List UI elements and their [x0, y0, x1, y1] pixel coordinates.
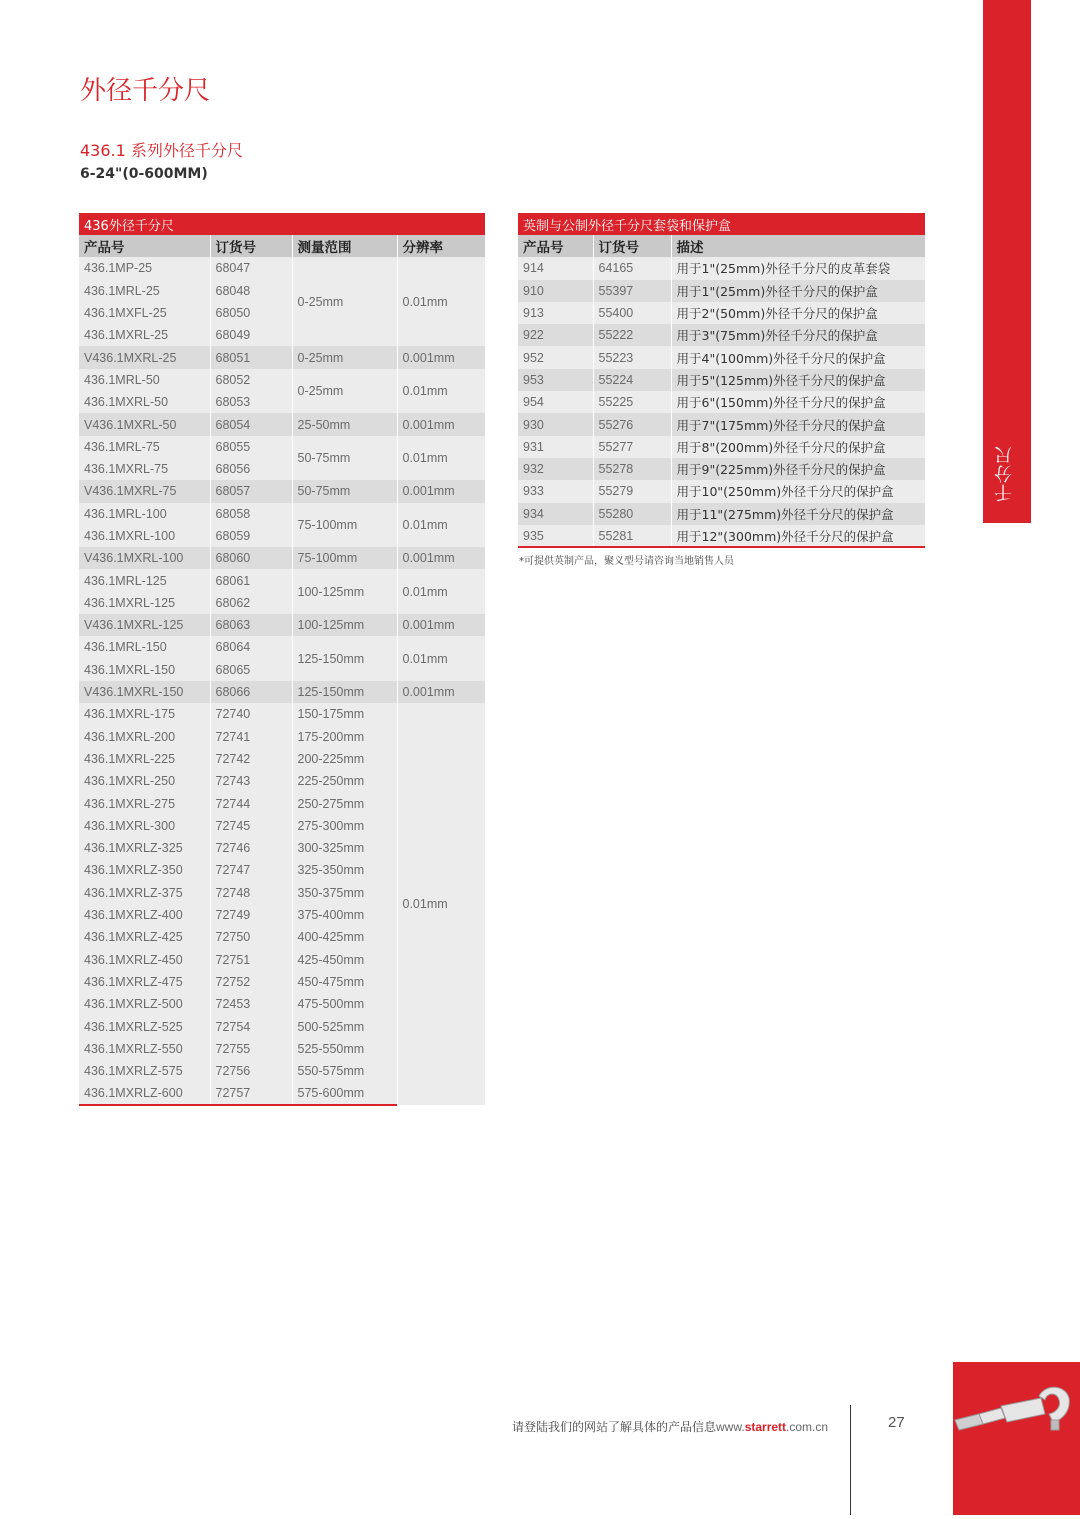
product-cell: 436.1MXRL-275 [79, 792, 210, 814]
table-row [518, 302, 925, 324]
table-row [518, 257, 925, 279]
product-cell: 922 [518, 324, 593, 346]
product-cell: 436.1MXRL-200 [79, 726, 210, 748]
order-cell: 55279 [593, 480, 671, 502]
product-cell: 436.1MXRL-175 [79, 703, 210, 725]
description-cell: 用于9"(225mm)外径千分尺的保护盒 [671, 458, 925, 480]
range-cell: 0-25mm [292, 369, 397, 414]
product-cell: 436.1MXRL-300 [79, 815, 210, 837]
range-cell: 350-375mm [292, 882, 397, 904]
order-cell: 55281 [593, 525, 671, 547]
description-cell: 用于4"(100mm)外径千分尺的保护盒 [671, 346, 925, 368]
order-cell: 72740 [210, 703, 292, 725]
order-cell: 55224 [593, 369, 671, 391]
order-cell: 55225 [593, 391, 671, 413]
column-header-order: 订货号 [210, 235, 292, 257]
range-cell: 125-150mm [292, 681, 397, 703]
product-cell: 436.1MXRL-250 [79, 770, 210, 792]
product-cell: 436.1MRL-75 [79, 436, 210, 458]
case-table [518, 213, 925, 548]
description-cell: 用于12"(300mm)外径千分尺的保护盒 [671, 525, 925, 547]
order-cell: 68050 [210, 302, 292, 324]
micrometer-logo-icon [953, 1362, 1080, 1515]
table-caption: 英制与公制外径千分尺套袋和保护盒 [518, 213, 925, 235]
order-cell: 72752 [210, 971, 292, 993]
product-cell: V436.1MXRL-125 [79, 614, 210, 636]
resolution-cell: 0.01mm [397, 503, 485, 548]
order-cell: 68055 [210, 436, 292, 458]
footer-website-note [512, 1418, 828, 1435]
range-cell: 425-450mm [292, 949, 397, 971]
footer-divider [850, 1405, 851, 1515]
product-cell: V436.1MXRL-25 [79, 346, 210, 368]
description-cell: 用于2"(50mm)外径千分尺的保护盒 [671, 302, 925, 324]
product-cell: V436.1MXRL-150 [79, 681, 210, 703]
order-cell: 72744 [210, 792, 292, 814]
product-cell: 436.1MXRL-150 [79, 659, 210, 681]
micrometer-spec-table [79, 213, 485, 1106]
range-cell: 475-500mm [292, 993, 397, 1015]
section-side-tab [983, 0, 1031, 523]
product-cell: V436.1MXRL-50 [79, 413, 210, 435]
order-cell: 72743 [210, 770, 292, 792]
table-row [518, 324, 925, 346]
table-row [518, 391, 925, 413]
product-cell: 436.1MXRLZ-575 [79, 1060, 210, 1082]
product-cell: 932 [518, 458, 593, 480]
range-cell: 375-400mm [292, 904, 397, 926]
product-cell: 913 [518, 302, 593, 324]
side-tab-label: 千分尺 [994, 445, 1015, 502]
order-cell: 72747 [210, 859, 292, 881]
range-cell: 550-575mm [292, 1060, 397, 1082]
product-cell: 436.1MXRLZ-500 [79, 993, 210, 1015]
footnote: *可提供英制产品，聚义型号请咨询当地销售人员 [519, 556, 734, 567]
product-cell: 436.1MRL-125 [79, 569, 210, 591]
order-cell: 68056 [210, 458, 292, 480]
range-cell: 25-50mm [292, 413, 397, 435]
order-cell: 55400 [593, 302, 671, 324]
table-row [518, 458, 925, 480]
table-row [518, 525, 925, 547]
product-cell: 436.1MRL-50 [79, 369, 210, 391]
product-cell: 436.1MXRLZ-400 [79, 904, 210, 926]
resolution-cell: 0.01mm [397, 636, 485, 681]
order-cell: 68049 [210, 324, 292, 346]
order-cell: 68053 [210, 391, 292, 413]
order-cell: 68058 [210, 503, 292, 525]
range-cell: 275-300mm [292, 815, 397, 837]
product-cell: 954 [518, 391, 593, 413]
range-cell: 525-550mm [292, 1038, 397, 1060]
order-cell: 68054 [210, 413, 292, 435]
order-cell: 55277 [593, 436, 671, 458]
order-cell: 68064 [210, 636, 292, 658]
order-cell: 55280 [593, 503, 671, 525]
column-header-range: 测量范围 [292, 235, 397, 257]
product-cell: 436.1MRL-25 [79, 280, 210, 302]
description-cell: 用于1"(25mm)外径千分尺的皮革套袋 [671, 257, 925, 279]
table-row [518, 503, 925, 525]
order-cell: 72745 [210, 815, 292, 837]
description-cell: 用于3"(75mm)外径千分尺的保护盒 [671, 324, 925, 346]
description-cell: 用于7"(175mm)外径千分尺的保护盒 [671, 413, 925, 435]
resolution-cell: 0.001mm [397, 346, 485, 368]
order-cell: 72751 [210, 949, 292, 971]
order-cell: 68047 [210, 257, 292, 279]
footer-text: 请登陆我们的网站了解具体的产品信息 [512, 1420, 717, 1434]
order-cell: 68066 [210, 681, 292, 703]
order-cell: 72746 [210, 837, 292, 859]
range-cell: 125-150mm [292, 636, 397, 681]
order-cell: 68052 [210, 369, 292, 391]
product-cell: 910 [518, 280, 593, 302]
product-cell: V436.1MXRL-75 [79, 480, 210, 502]
range-cell: 175-200mm [292, 726, 397, 748]
resolution-cell: 0.01mm [397, 436, 485, 481]
table-row [518, 346, 925, 368]
order-cell: 68059 [210, 525, 292, 547]
range-cell: 300-325mm [292, 837, 397, 859]
column-header-product: 产品号 [79, 235, 210, 257]
order-cell: 55278 [593, 458, 671, 480]
page-number: 27 [888, 1414, 905, 1431]
product-cell: 436.1MXRLZ-600 [79, 1082, 210, 1104]
column-header-order: 订货号 [593, 235, 671, 257]
order-cell: 72742 [210, 748, 292, 770]
description-cell: 用于10"(250mm)外径千分尺的保护盒 [671, 480, 925, 502]
range-cell: 50-75mm [292, 480, 397, 502]
column-header-resolution: 分辨率 [397, 235, 485, 257]
product-cell: 933 [518, 480, 593, 502]
product-cell: 436.1MXRL-125 [79, 592, 210, 614]
range-cell: 50-75mm [292, 436, 397, 481]
order-cell: 68061 [210, 569, 292, 591]
resolution-cell: 0.01mm [397, 257, 485, 346]
resolution-cell: 0.001mm [397, 480, 485, 502]
product-cell: 935 [518, 525, 593, 547]
product-cell: 436.1MXRLZ-375 [79, 882, 210, 904]
range-cell: 575-600mm [292, 1082, 397, 1104]
product-cell: 436.1MXRLZ-450 [79, 949, 210, 971]
product-cell: 436.1MXRL-25 [79, 324, 210, 346]
range-cell: 150-175mm [292, 703, 397, 725]
range-cell: 75-100mm [292, 503, 397, 548]
footer-url[interactable]: www.starrett.com.cn [716, 1420, 829, 1434]
table-caption: 436外径千分尺 [79, 213, 485, 235]
range-cell: 0-25mm [292, 257, 397, 346]
range-cell: 75-100mm [292, 547, 397, 569]
order-cell: 72750 [210, 926, 292, 948]
table-row [518, 480, 925, 502]
product-cell: 436.1MXRL-225 [79, 748, 210, 770]
range-cell: 200-225mm [292, 748, 397, 770]
table-row [518, 369, 925, 391]
order-cell: 64165 [593, 257, 671, 279]
product-cell: 914 [518, 257, 593, 279]
order-cell: 72749 [210, 904, 292, 926]
order-cell: 55397 [593, 280, 671, 302]
order-cell: 72755 [210, 1038, 292, 1060]
order-cell: 68048 [210, 280, 292, 302]
range-cell: 0-25mm [292, 346, 397, 368]
range-cell: 100-125mm [292, 614, 397, 636]
description-cell: 用于5"(125mm)外径千分尺的保护盒 [671, 369, 925, 391]
resolution-cell: 0.01mm [397, 703, 485, 1104]
description-cell: 用于8"(200mm)外径千分尺的保护盒 [671, 436, 925, 458]
order-cell: 68060 [210, 547, 292, 569]
product-cell: 436.1MXRLZ-425 [79, 926, 210, 948]
resolution-cell: 0.01mm [397, 569, 485, 614]
range-cell: 325-350mm [292, 859, 397, 881]
order-cell: 68051 [210, 346, 292, 368]
description-cell: 用于6"(150mm)外径千分尺的保护盒 [671, 391, 925, 413]
order-cell: 72757 [210, 1082, 292, 1104]
product-cell: 934 [518, 503, 593, 525]
product-cell: 436.1MXRL-75 [79, 458, 210, 480]
order-cell: 72754 [210, 1015, 292, 1037]
resolution-cell: 0.001mm [397, 547, 485, 569]
order-cell: 72741 [210, 726, 292, 748]
product-cell: 953 [518, 369, 593, 391]
product-cell: 436.1MRL-100 [79, 503, 210, 525]
order-cell: 68065 [210, 659, 292, 681]
description-cell: 用于1"(25mm)外径千分尺的保护盒 [671, 280, 925, 302]
range-cell: 225-250mm [292, 770, 397, 792]
product-cell: 436.1MXRL-100 [79, 525, 210, 547]
column-header-description: 描述 [671, 235, 925, 257]
resolution-cell: 0.01mm [397, 369, 485, 414]
order-cell: 55222 [593, 324, 671, 346]
resolution-cell: 0.001mm [397, 614, 485, 636]
series-subtitle: 6-24"(0-600MM) [80, 166, 208, 182]
product-cell: 436.1MXRLZ-550 [79, 1038, 210, 1060]
order-cell: 55276 [593, 413, 671, 435]
order-cell: 72453 [210, 993, 292, 1015]
range-cell: 500-525mm [292, 1015, 397, 1037]
product-cell: 436.1MP-25 [79, 257, 210, 279]
order-cell: 68063 [210, 614, 292, 636]
product-cell: 436.1MXRLZ-525 [79, 1015, 210, 1037]
page-title: 外径千分尺 [80, 76, 211, 106]
order-cell: 68062 [210, 592, 292, 614]
order-cell: 72756 [210, 1060, 292, 1082]
table-row [518, 413, 925, 435]
order-cell: 55223 [593, 346, 671, 368]
series-title: 436.1 系列外径千分尺 [80, 141, 243, 160]
description-cell: 用于11"(275mm)外径千分尺的保护盒 [671, 503, 925, 525]
range-cell: 250-275mm [292, 792, 397, 814]
order-cell: 72748 [210, 882, 292, 904]
table-row [518, 280, 925, 302]
product-cell: 436.1MXFL-25 [79, 302, 210, 324]
column-header-product: 产品号 [518, 235, 593, 257]
product-cell: 436.1MXRL-50 [79, 391, 210, 413]
resolution-cell: 0.001mm [397, 681, 485, 703]
product-cell: 930 [518, 413, 593, 435]
range-cell: 450-475mm [292, 971, 397, 993]
product-cell: 931 [518, 436, 593, 458]
product-cell: 436.1MXRLZ-325 [79, 837, 210, 859]
product-cell: 436.1MRL-150 [79, 636, 210, 658]
product-cell: 436.1MXRLZ-350 [79, 859, 210, 881]
product-cell: 952 [518, 346, 593, 368]
product-cell: 436.1MXRLZ-475 [79, 971, 210, 993]
order-cell: 68057 [210, 480, 292, 502]
resolution-cell: 0.001mm [397, 413, 485, 435]
product-cell: V436.1MXRL-100 [79, 547, 210, 569]
range-cell: 400-425mm [292, 926, 397, 948]
table-row [518, 436, 925, 458]
range-cell: 100-125mm [292, 569, 397, 614]
